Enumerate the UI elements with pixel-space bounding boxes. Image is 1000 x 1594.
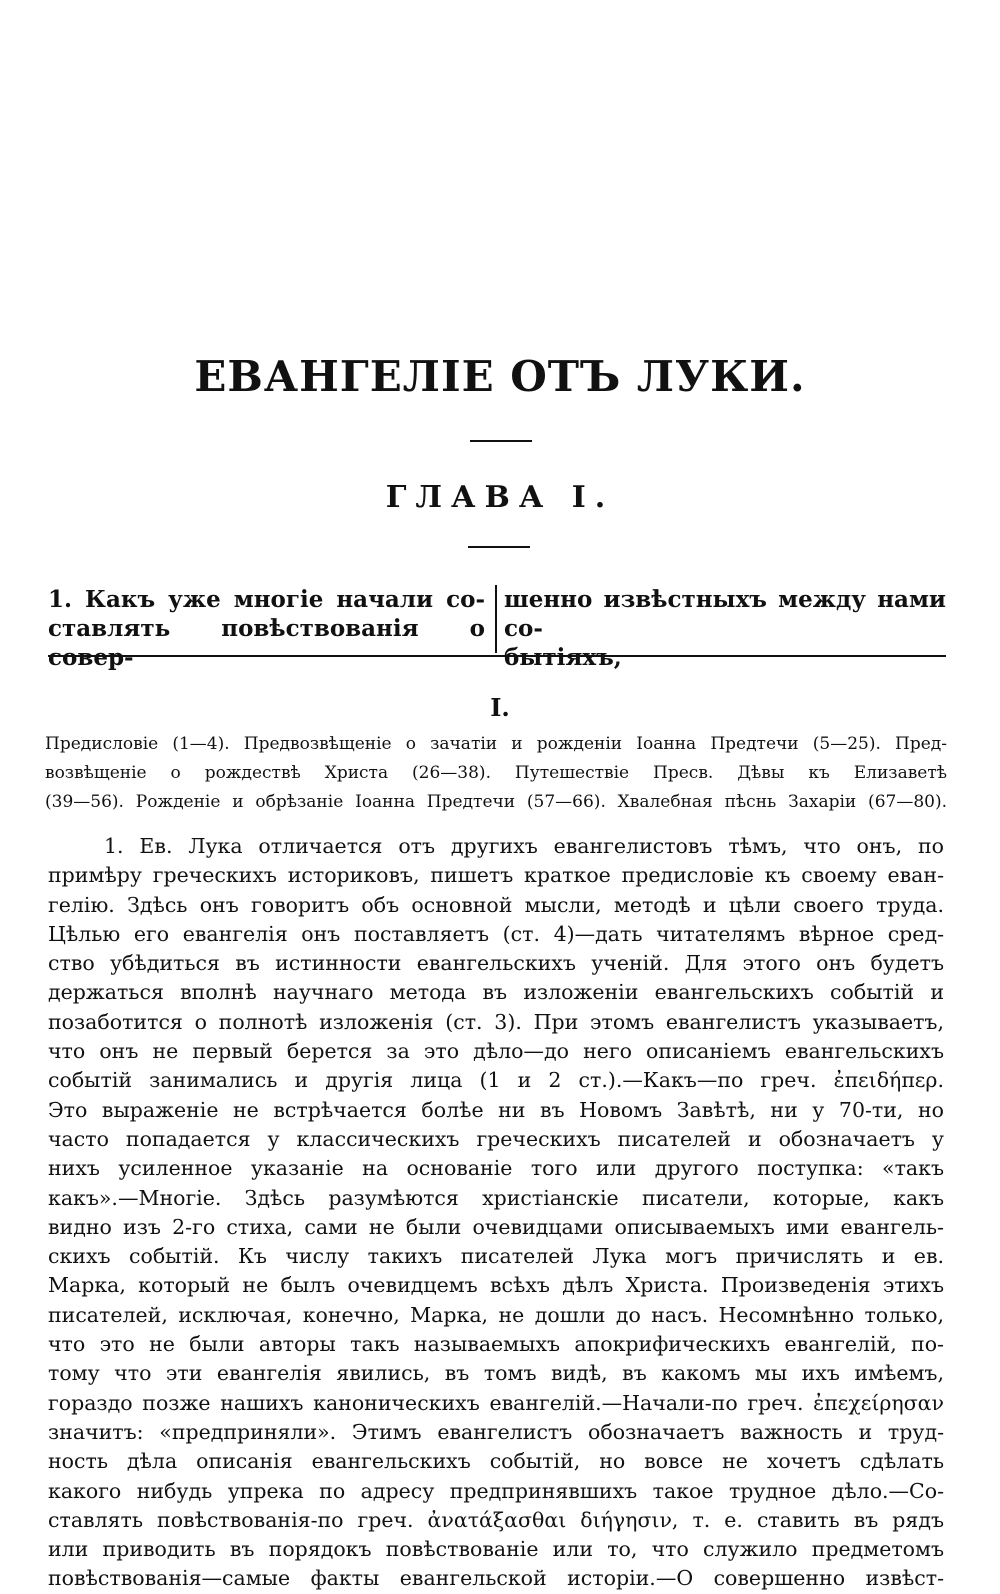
section-summary bbox=[45, 730, 947, 817]
commentary-line: что это не были авторы такъ называемыхъ апокрифическихъ евангелій, по- bbox=[48, 1332, 944, 1357]
commentary-line: повѣствованія—самые факты евангельской исторіи.—О совершенно извѣст- bbox=[48, 1566, 944, 1591]
verse-column-right bbox=[504, 585, 946, 671]
column-divider bbox=[495, 585, 497, 653]
commentary-line: тому что эти евангелія явились, въ томъ видѣ, въ какомъ мы ихъ имѣемъ, bbox=[48, 1361, 944, 1386]
commentary-line: гелію. Здѣсь онъ говоритъ объ основной мысли, методѣ и цѣли своего труда. bbox=[48, 892, 944, 917]
verse-line: ставлять повѣствованія о совер- bbox=[48, 615, 485, 671]
verse-column-left bbox=[48, 585, 485, 671]
commentary-line: ность дѣла описанія евангельскихъ событій, но вовсе не хочетъ сдѣлать bbox=[48, 1449, 944, 1474]
commentary-line: какъ».—Многіе. Здѣсь разумѣются христіанскіе писатели, которые, какъ bbox=[48, 1185, 944, 1210]
commentary-line: значитъ: «предприняли». Этимъ евангелистъ обозначаетъ важность и труд- bbox=[48, 1419, 944, 1444]
commentary-line: позаботится о полнотѣ изложенія (ст. 3). При этомъ евангелистъ указываетъ, bbox=[48, 1009, 944, 1034]
commentary-line: скихъ событій. Къ числу такихъ писателей Лука могъ причислять и ев. bbox=[48, 1244, 944, 1269]
commentary-line: ство убѣдиться въ истинности евангельскихъ ученій. Для этого онъ будетъ bbox=[48, 951, 944, 976]
commentary-line: часто попадается у классическихъ греческихъ писателей и обозначаетъ у bbox=[48, 1126, 944, 1151]
section-number: I. bbox=[490, 693, 510, 722]
commentary-line: видно изъ 2-го стиха, сами не были очевидцами описываемыхъ ими евангель- bbox=[48, 1214, 944, 1239]
commentary-line: Это выраженіе не встрѣчается болѣе ни въ Новомъ Завѣтѣ, ни у 70-ти, но bbox=[48, 1097, 944, 1122]
commentary-line: что онъ не первый берется за это дѣло—до него описаніемъ евангельскихъ bbox=[48, 1039, 944, 1064]
commentary-line: Марка, который не былъ очевидцемъ всѣхъ дѣлъ Христа. Произведенія этихъ bbox=[48, 1273, 944, 1298]
chapter-title: ГЛАВА I. bbox=[385, 480, 615, 515]
verse-line: шенно извѣстныхъ между нами со- bbox=[504, 586, 946, 642]
commentary-line: 1. Ев. Лука отличается отъ другихъ евангелистовъ тѣмъ, что онъ, по bbox=[104, 834, 944, 858]
book-title: ЕВАНГЕЛІЕ ОТЪ ЛУКИ. bbox=[194, 352, 806, 401]
commentary-line: Цѣлью его евангелія онъ поставляетъ (ст. 4)—дать читателямъ вѣрное сред- bbox=[48, 921, 944, 946]
commentary-line: ставлять повѣствованія-по греч. ἀνατάξασθαι διήγησιν, т. е. ставить въ рядъ bbox=[48, 1507, 944, 1532]
commentary-line: держаться вполнѣ научнаго метода въ изложеніи евангельскихъ событій и bbox=[48, 980, 944, 1005]
commentary-line: или приводить въ порядокъ повѣствованіе или то, что служило предметомъ bbox=[48, 1537, 944, 1562]
commentary-line: событій занимались и другія лица (1 и 2 ст.).—Какъ—по греч. ἐπειδήπερ. bbox=[48, 1068, 944, 1093]
chapter-divider bbox=[468, 546, 530, 548]
commentary-line: примѣру греческихъ историковъ, пишетъ краткое предисловіе къ своему еван- bbox=[48, 863, 944, 888]
commentary-line: писателей, исключая, конечно, Марка, не дошли до насъ. Несомнѣнно только, bbox=[48, 1302, 944, 1327]
commentary-line: нихъ усиленное указаніе на основаніе того или другого поступка: «такъ bbox=[48, 1156, 944, 1181]
title-divider bbox=[470, 440, 532, 442]
summary-line: возвѣщеніе о рождествѣ Христа (26—38). Путешествіе Пресв. Дѣвы къ Елизаветѣ bbox=[45, 763, 947, 783]
commentary-line: гораздо позже нашихъ каноническихъ евангелій.—Начали-по греч. ἐπεχείρησαν bbox=[48, 1390, 944, 1415]
commentary-line: какого нибудь упрека по адресу предпринявшихъ такое трудное дѣло.—Со- bbox=[48, 1478, 944, 1503]
verse-text-block bbox=[48, 585, 946, 671]
commentary-text bbox=[48, 832, 944, 1594]
verse-line: 1. Какъ уже многіе начали со- bbox=[48, 586, 485, 613]
verse-line: бытіяхъ, bbox=[504, 644, 622, 671]
summary-line: (39—56). Рожденіе и обрѣзаніе Іоанна Предтечи (57—66). Хвалебная пѣснь Захаріи (67—80). bbox=[45, 792, 947, 812]
summary-line: Предисловіе (1—4). Предвозвѣщеніе о зачатіи и рожденіи Іоанна Предтечи (5—25). Пред- bbox=[45, 734, 947, 754]
